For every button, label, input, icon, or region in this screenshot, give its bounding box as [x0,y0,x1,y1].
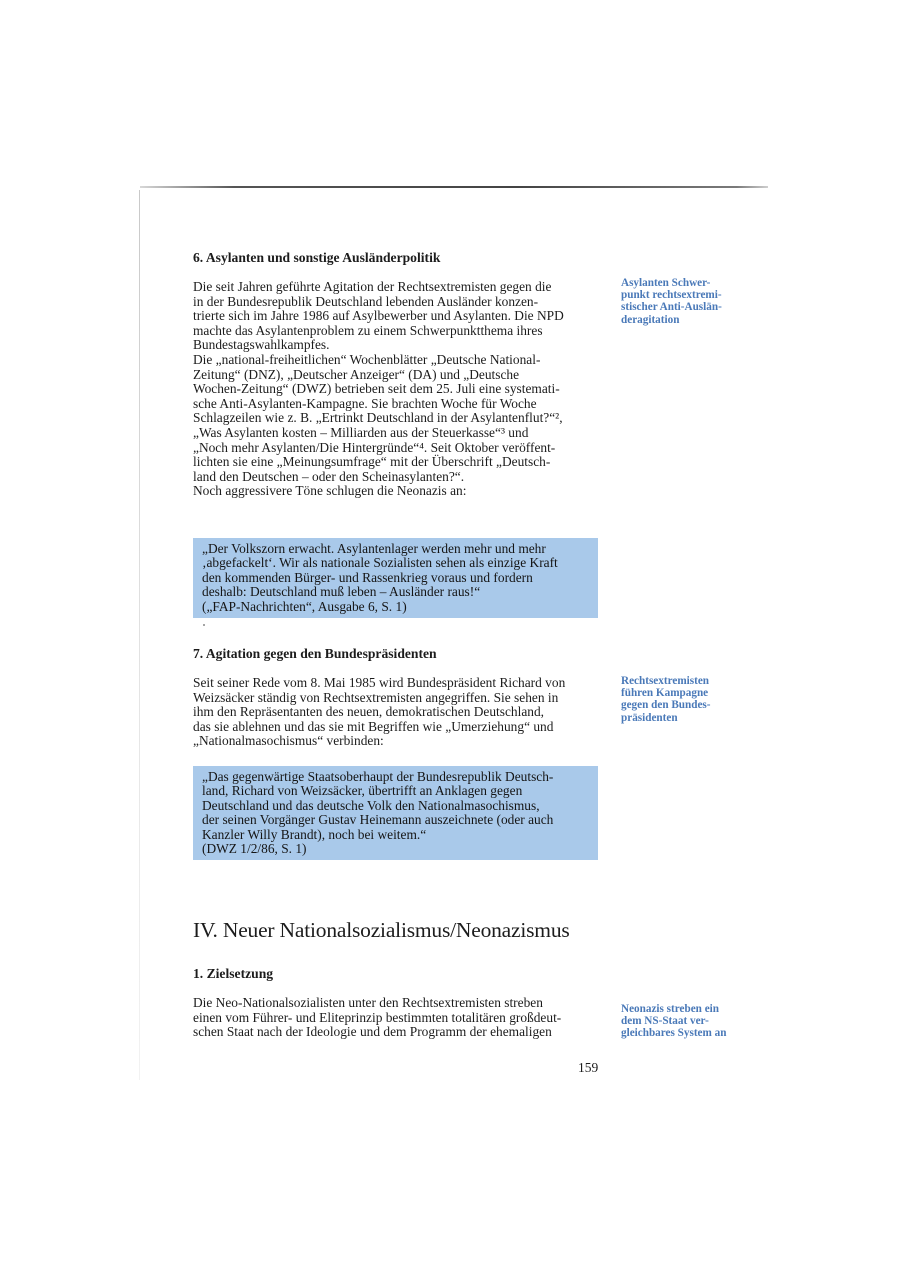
margin-note-line: präsidenten [621,711,678,724]
quote-line: Deutschland und das deutsche Volk den Nationalmasochismus, [202,797,540,813]
quote-source: (DWZ 1/2/86, S. 1) [202,841,307,857]
quote-line: deshalb: Deutschland muß leben – Ausländer raus!“ [202,584,481,600]
margin-note-bundespraesident [621,675,751,724]
section-7-heading: 7. Agitation gegen den Bundespräsidenten [193,646,437,661]
text-line: ihm den Repräsentanten des neuen, demokratischen Deutschland, [193,704,545,720]
margin-note-line: Neonazis streben ein [621,1003,719,1015]
text-line: das sie ablehnen und das sie mit Begriffen wie „Umerziehung“ und [193,718,554,734]
section-1-heading: 1. Zielsetzung [193,966,274,981]
text-line: „Nationalmasochismus“ verbinden: [193,733,384,749]
margin-note-neonazis [621,1003,751,1040]
text-line: trierte sich im Jahre 1986 auf Asylbewerber und Asylanten. Die NPD [193,308,564,324]
text-line: Schlagzeilen wie z. B. „Ertrinkt Deutschland in der Asylantenflut?“², [193,410,563,426]
text-line: „Was Asylanten kosten – Milliarden aus der Steuerkasse“³ und [193,424,529,440]
text-line: Die seit Jahren geführte Agitation der Rechtsextremisten gegen die [193,279,552,294]
section-6-body [193,280,603,499]
section-6-heading: 6. Asylanten und sonstige Ausländerpolitik [193,250,441,265]
quote-source: („FAP-Nachrichten“, Ausgabe 6, S. 1) [202,598,407,614]
margin-note-line: gleichbares System an [621,1027,727,1040]
quote-line: „Der Volkszorn erwacht. Asylantenlager werden mehr und mehr [202,541,546,556]
dwz-quote-block [193,766,598,860]
text-line: in der Bundesrepublik Deutschland lebenden Ausländer konzen- [193,293,539,309]
text-line: Weizsäcker ständig von Rechtsextremisten angegriffen. Sie sehen in [193,689,559,705]
text-line: Noch aggressivere Töne schlugen die Neonazis an: [193,483,467,499]
section-1-body [193,996,603,1040]
quote-line: ‚abgefackelt‘. Wir als nationale Sozialisten sehen als einzige Kraft [202,555,558,571]
margin-note-line: führen Kampagne [621,687,709,700]
text-line: sche Anti-Asylanten-Kampagne. Sie brachten Woche für Woche [193,395,537,411]
chapter-title: IV. Neuer Nationalsozialismus/Neonazismus [193,918,570,942]
margin-note-line: dem NS-Staat ver- [621,1015,709,1028]
quote-line: „Das gegenwärtige Staatsoberhaupt der Bundesrepublik Deutsch- [202,769,554,784]
text-line: Wochen-Zeitung“ (DWZ) betrieben seit dem 25. Juli eine systemati- [193,381,560,397]
section-7-body [193,676,603,749]
text-line: lichten sie eine „Meinungsumfrage“ mit der Überschrift „Deutsch- [193,454,551,470]
margin-note-line: punkt rechtsextremi- [621,289,722,302]
left-page-edge [139,190,140,1080]
margin-note-line: Rechtsextremisten [621,675,710,687]
margin-note-asylanten [621,277,751,326]
text-line: schen Staat nach der Ideologie und dem Programm der ehemaligen [193,1024,552,1040]
stray-dot [203,624,205,626]
quote-line: Kanzler Willy Brandt), noch bei weitem.“ [202,826,427,842]
text-line: einen vom Führer- und Eliteprinzip bestimmten totalitären großdeut- [193,1009,562,1025]
text-line: Seit seiner Rede vom 8. Mai 1985 wird Bundespräsident Richard von [193,675,566,690]
page-number: 159 [578,1060,599,1075]
margin-note-line: Asylanten Schwer- [621,277,711,289]
text-line: Die „national-freiheitlichen“ Wochenblätter „Deutsche National- [193,351,541,367]
margin-note-line: deragitation [621,313,680,326]
text-line: „Noch mehr Asylanten/Die Hintergründe“⁴. Seit Oktober veröffent- [193,439,556,455]
text-line: Zeitung“ (DNZ), „Deutscher Anzeiger“ (DA) und „Deutsche [193,366,520,382]
fap-quote-block [193,538,598,618]
text-line: Die Neo-Nationalsozialisten unter den Rechtsextremisten streben [193,995,543,1010]
top-rule [140,186,768,188]
text-line: Bundestagswahlkampfes. [193,337,330,353]
margin-note-line: stischer Anti-Auslän- [621,301,722,314]
margin-note-line: gegen den Bundes- [621,699,711,712]
text-line: machte das Asylantenproblem zu einem Schwerpunktthema ihres [193,322,543,338]
text-line: land den Deutschen – oder den Scheinasylanten?“. [193,468,465,484]
quote-line: den kommenden Bürger- und Rassenkrieg voraus und fordern [202,569,533,585]
quote-line: der seinen Vorgänger Gustav Heinemann auszeichnete (oder auch [202,812,554,828]
quote-line: land, Richard von Weizsäcker, übertrifft an Anklagen gegen [202,783,523,799]
